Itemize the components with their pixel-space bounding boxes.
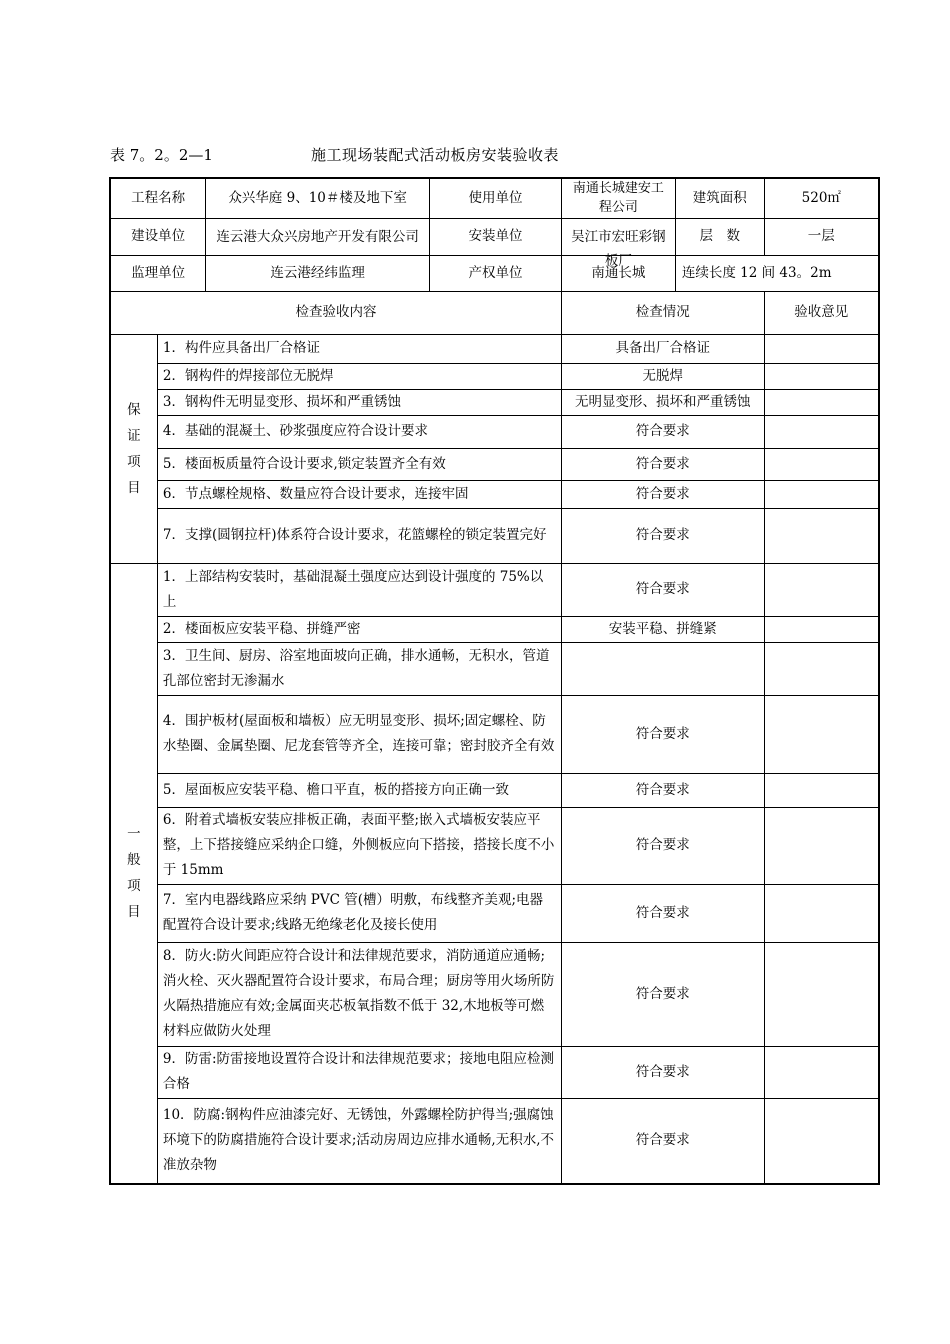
- header-opinion: 验收意见: [764, 291, 879, 334]
- group-char: 目: [127, 904, 141, 921]
- item-text: 4．围护板材(屋面板和墙板）应无明显变形、损坏;固定螺栓、防水垫圈、金属垫圈、尼龙套管等齐全，连接可靠；密封胶齐全有效: [157, 695, 561, 773]
- floors-value: 一层: [764, 218, 879, 255]
- owner-label: 产权单位: [429, 255, 561, 291]
- item-status: 符合要求: [561, 884, 764, 942]
- builder-value: 连云港大众兴房地产开发有限公司: [206, 218, 430, 255]
- item-text: 7．室内电器线路应采纳 PVC 管(槽）明敷，布线整齐美观;电器配置符合设计要求;线路无绝缘老化及接长使用: [157, 884, 561, 942]
- item-text: 2．钢构件的焊接部位无脱焊: [157, 363, 561, 389]
- item-opinion: [764, 1046, 879, 1098]
- table-number: 表 7。2。2—1: [110, 146, 213, 164]
- project-name-value: 众兴华庭 9、10＃楼及地下室: [206, 178, 430, 218]
- item-opinion: [764, 563, 879, 616]
- item-status: [561, 642, 764, 695]
- user-unit-value: 南通长城建安工程公司: [561, 178, 675, 218]
- group-char: 项: [127, 453, 141, 470]
- item-status: 符合要求: [561, 807, 764, 884]
- item-text: 3．钢构件无明显变形、损坏和严重锈蚀: [157, 389, 561, 415]
- installer-label: 安装单位: [429, 218, 561, 255]
- item-status: 符合要求: [561, 695, 764, 773]
- item-opinion: [764, 695, 879, 773]
- owner-value: 南通长城: [561, 255, 675, 291]
- header-status: 检查情况: [561, 291, 764, 334]
- installer-value: [561, 218, 675, 269]
- item-text: 5．屋面板应安装平稳、檐口平直，板的搭接方向正确一致: [157, 773, 561, 807]
- item-text: 3．卫生间、厨房、浴室地面坡向正确，排水通畅，无积水，管道孔部位密封无渗漏水: [157, 642, 561, 695]
- item-text: 6．附着式墙板安装应排板正确，表面平整;嵌入式墙板安装应平整，上下搭接缝应采纳企口缝，外侧板应向下搭接，搭接长度不小于 15mm: [157, 807, 561, 884]
- item-opinion: [764, 508, 879, 563]
- floors-label: 层 数: [675, 218, 764, 255]
- group-char: 一: [127, 826, 141, 843]
- item-status: 符合要求: [561, 563, 764, 616]
- area-label: 建筑面积: [675, 178, 764, 218]
- item-status: 符合要求: [561, 448, 764, 480]
- item-opinion: [764, 942, 879, 1046]
- item-text: 5．楼面板质量符合设计要求,锁定装置齐全有效: [157, 448, 561, 480]
- item-text: 2．楼面板应安装平稳、拼缝严密: [157, 616, 561, 642]
- group-char: 目: [127, 479, 141, 496]
- item-status: 符合要求: [561, 1046, 764, 1098]
- item-text: 1．构件应具备出厂合格证: [157, 334, 561, 363]
- item-status: 符合要求: [561, 773, 764, 807]
- header-content: 检查验收内容: [110, 291, 561, 334]
- group-char: 般: [127, 852, 141, 869]
- supervisor-value: 连云港经纬监理: [206, 255, 430, 291]
- item-text: 10．防腐:钢构件应油漆完好、无锈蚀，外露螺栓防护得当;强腐蚀环境下的防腐措施符合设计要求;活动房周边应排水通畅,无积水,不准放杂物: [157, 1098, 561, 1184]
- item-status: 符合要求: [561, 415, 764, 448]
- item-opinion: [764, 389, 879, 415]
- item-opinion: [764, 334, 879, 363]
- item-opinion: [764, 642, 879, 695]
- item-status: 符合要求: [561, 942, 764, 1046]
- installer-text: 吴江市宏旺彩钢板厂: [571, 228, 666, 269]
- document-title: 施工现场装配式活动板房安装验收表: [311, 146, 560, 164]
- supervisor-label: 监理单位: [110, 255, 206, 291]
- item-status: 无明显变形、损坏和严重锈蚀: [561, 389, 764, 415]
- item-status: 符合要求: [561, 508, 764, 563]
- area-value: 520㎡: [764, 178, 879, 218]
- item-opinion: [764, 363, 879, 389]
- item-opinion: [764, 884, 879, 942]
- item-status: 符合要求: [561, 1098, 764, 1184]
- item-status: 无脱焊: [561, 363, 764, 389]
- item-status: 符合要求: [561, 480, 764, 508]
- user-unit-label: 使用单位: [429, 178, 561, 218]
- group-label-guarantee: [110, 334, 157, 563]
- acceptance-table: [109, 177, 880, 1185]
- group-char: 保: [127, 401, 141, 418]
- item-opinion: [764, 616, 879, 642]
- item-text: 4．基础的混凝土、砂浆强度应符合设计要求: [157, 415, 561, 448]
- item-status: 安装平稳、拼缝紧: [561, 616, 764, 642]
- item-text: 7．支撑(圆钢拉杆)体系符合设计要求，花篮螺栓的锁定装置完好: [157, 508, 561, 563]
- item-opinion: [764, 1098, 879, 1184]
- builder-label: 建设单位: [110, 218, 206, 255]
- item-status: 具备出厂合格证: [561, 334, 764, 363]
- group-label-general: [110, 563, 157, 1184]
- item-text: 8．防火:防火间距应符合设计和法律规范要求，消防通道应通畅;消火栓、灭火器配置符合设计要求，布局合理；厨房等用火场所防火隔热措施应有效;金属面夹芯板氧指数不低于 32,木地板等可燃材料应做防火处理: [157, 942, 561, 1046]
- length-value: 连续长度 12 间 43。2m: [675, 255, 879, 291]
- project-name-label: 工程名称: [110, 178, 206, 218]
- item-opinion: [764, 448, 879, 480]
- group-char: 证: [127, 427, 141, 444]
- item-text: 6．节点螺栓规格、数量应符合设计要求，连接牢固: [157, 480, 561, 508]
- item-text: 1．上部结构安装时，基础混凝土强度应达到设计强度的 75%以上: [157, 563, 561, 616]
- item-text: 9．防雷:防雷接地设置符合设计和法律规范要求；接地电阻应检测合格: [157, 1046, 561, 1098]
- item-opinion: [764, 480, 879, 508]
- item-opinion: [764, 415, 879, 448]
- group-char: 项: [127, 878, 141, 895]
- item-opinion: [764, 807, 879, 884]
- item-opinion: [764, 773, 879, 807]
